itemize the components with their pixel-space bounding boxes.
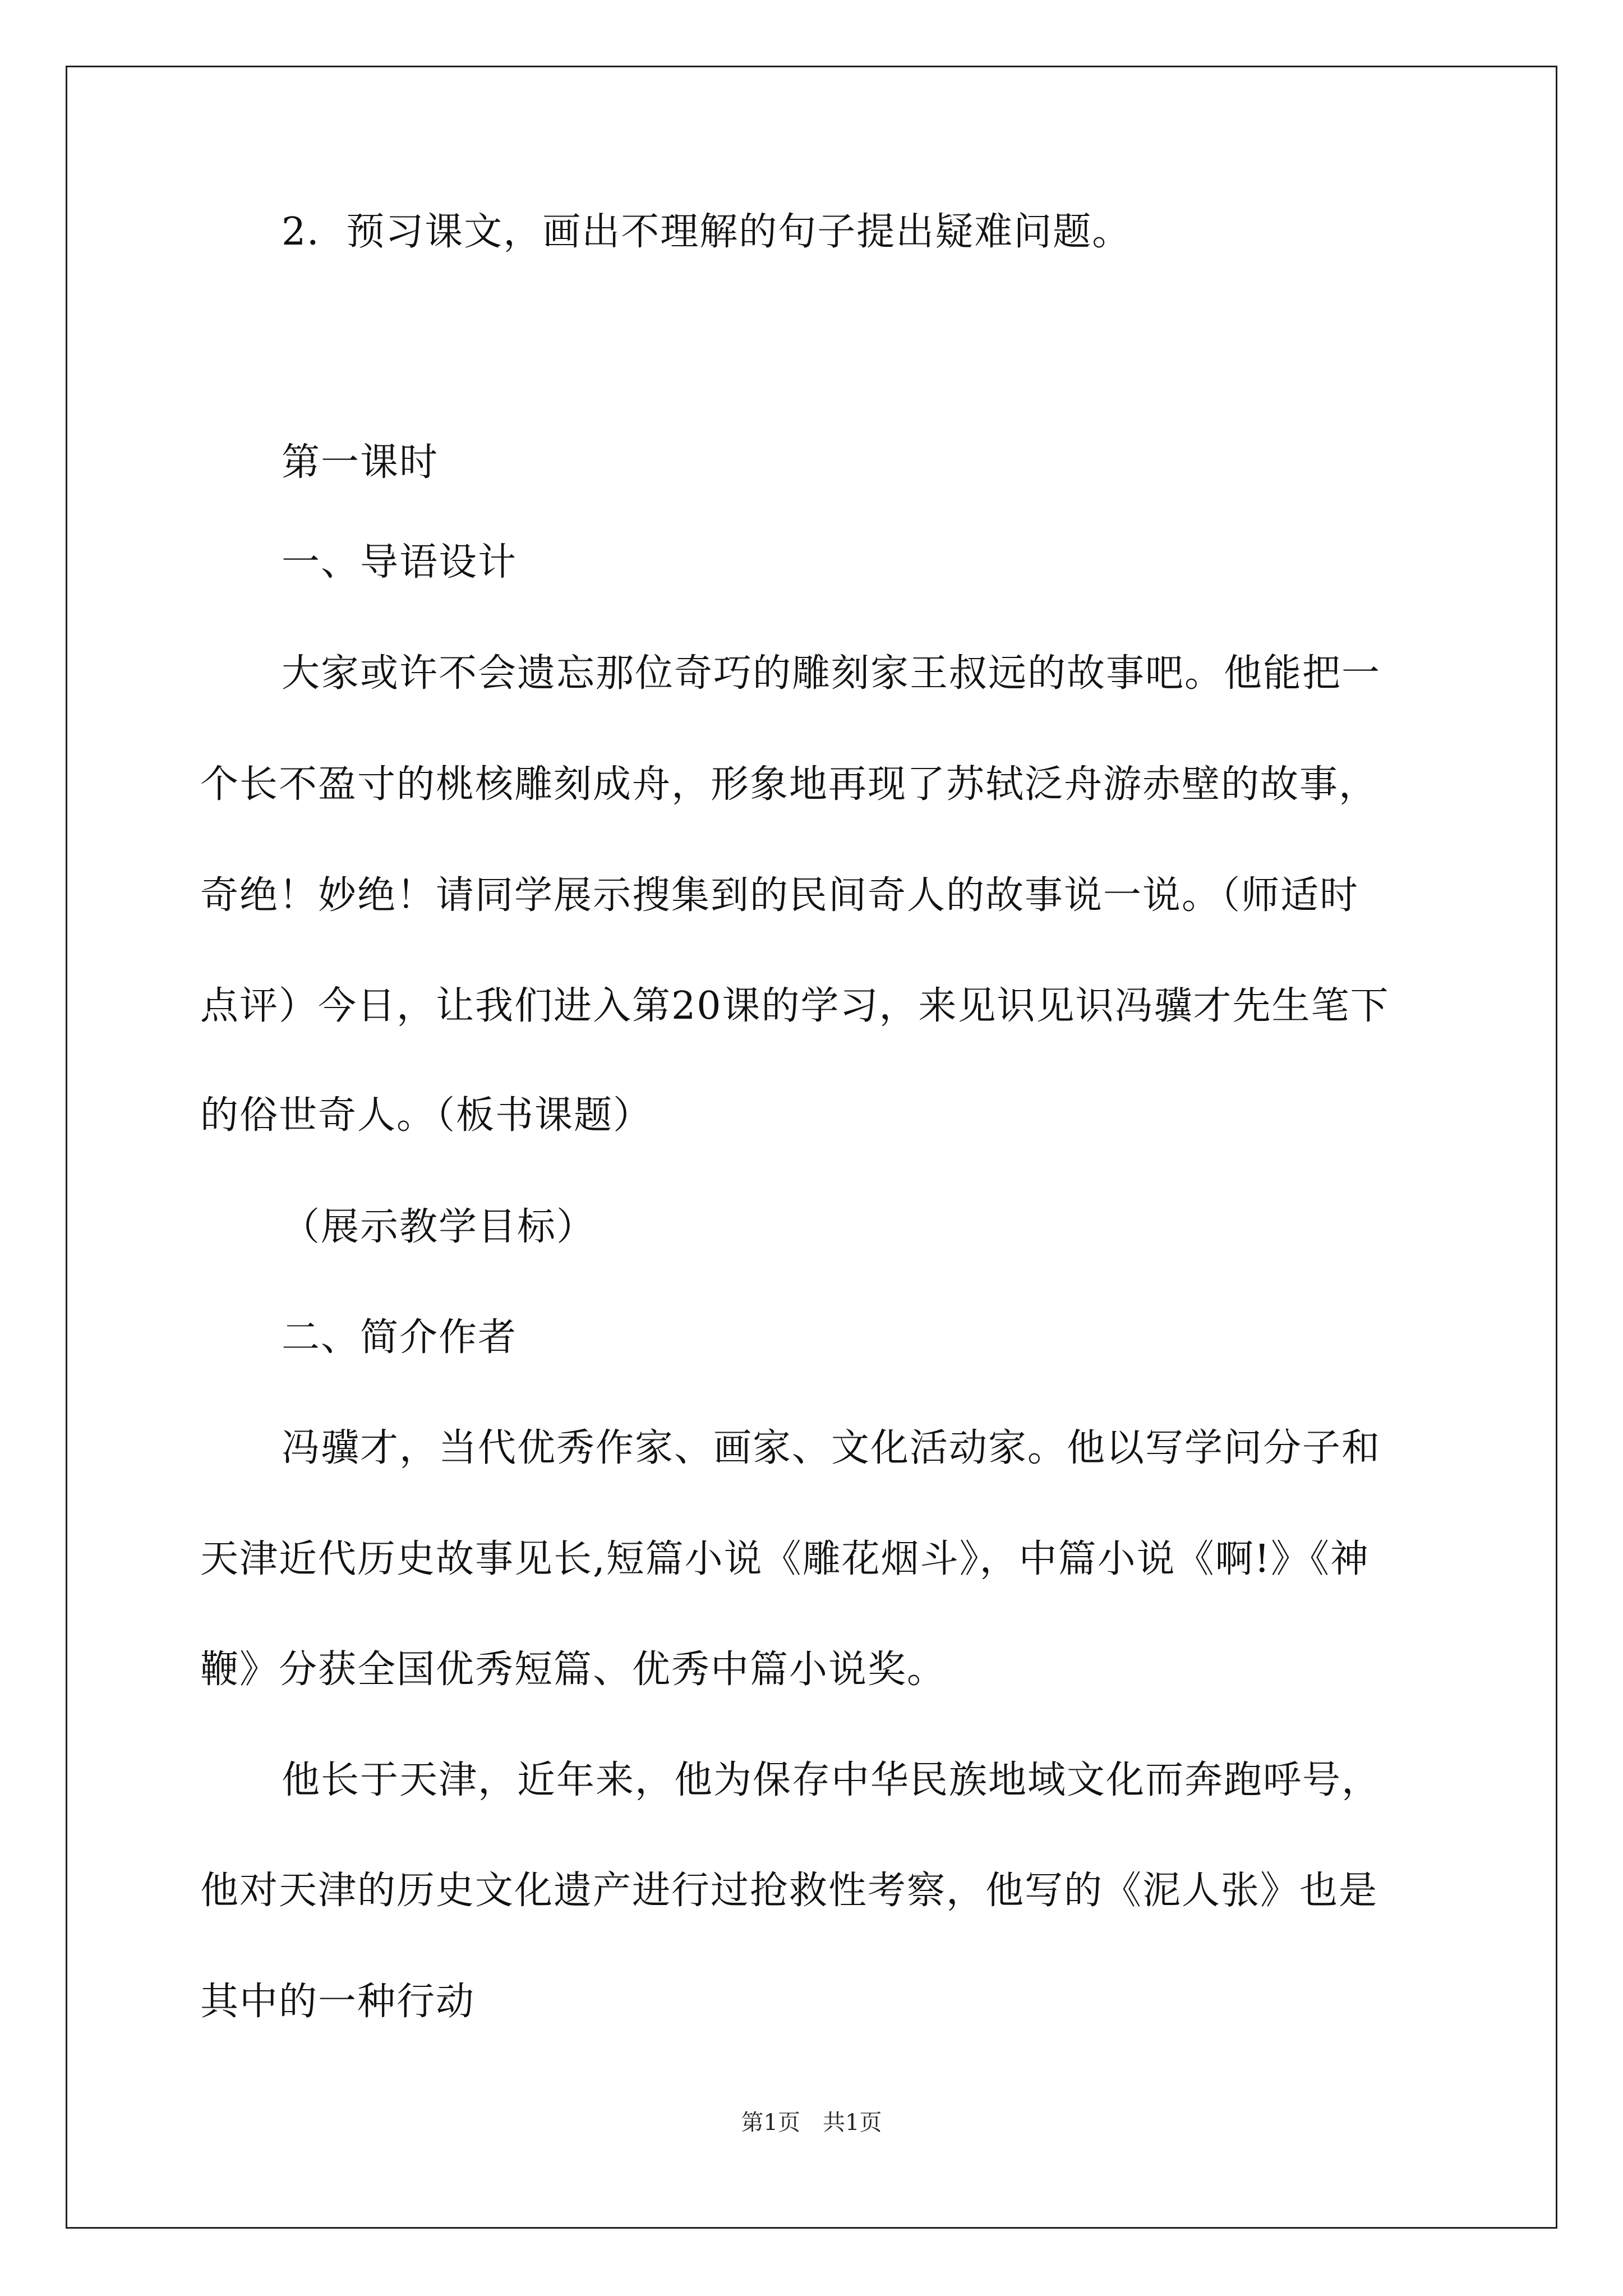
section-heading: 第一课时: [282, 440, 439, 485]
paragraph-line: （展示教学目标）: [282, 1205, 596, 1249]
section-heading: 二、简介作者: [282, 1315, 518, 1360]
paragraph-line: 他长于天津，近年来，他为保存中华民族地域文化而奔跑呼号，: [282, 1758, 1381, 1802]
paragraph-line: 其中的一种行动: [200, 1980, 476, 2024]
page-footer: 第1页 共1页: [741, 2110, 882, 2136]
paragraph-line: 他对天津的历史文化遗产进行过抢救性考察，他写的《泥人张》也是: [200, 1869, 1378, 1913]
paragraph-line: 点评）今日，让我们进入第20课的学习，来见识见识冯骥才先生笔下: [200, 984, 1390, 1028]
section-heading: 一、导语设计: [282, 540, 518, 585]
paragraph-line: 鞭》分获全国优秀短篇、优秀中篇小说奖。: [200, 1648, 947, 1692]
paragraph-line: 的俗世奇人。（板书课题）: [200, 1093, 653, 1138]
paragraph-line: 奇绝！妙绝！请同学展示搜集到的民间奇人的故事说一说。（师适时: [200, 873, 1359, 918]
paragraph-line: 冯骥才，当代优秀作家、画家、文化活动家。他以写学问分子和: [282, 1426, 1381, 1470]
paragraph-line: 大家或许不会遗忘那位奇巧的雕刻家王叔远的故事吧。他能把一: [282, 651, 1381, 696]
paragraph-line: 个长不盈寸的桃核雕刻成舟，形象地再现了苏轼泛舟游赤壁的故事，: [200, 762, 1378, 807]
paragraph-line: 天津近代历史故事见长,短篇小说《雕花烟斗》，中篇小说《啊!》《神: [200, 1537, 1370, 1581]
paragraph-line: 2．预习课文，画出不理解的句子提出疑难问题。: [282, 210, 1132, 254]
